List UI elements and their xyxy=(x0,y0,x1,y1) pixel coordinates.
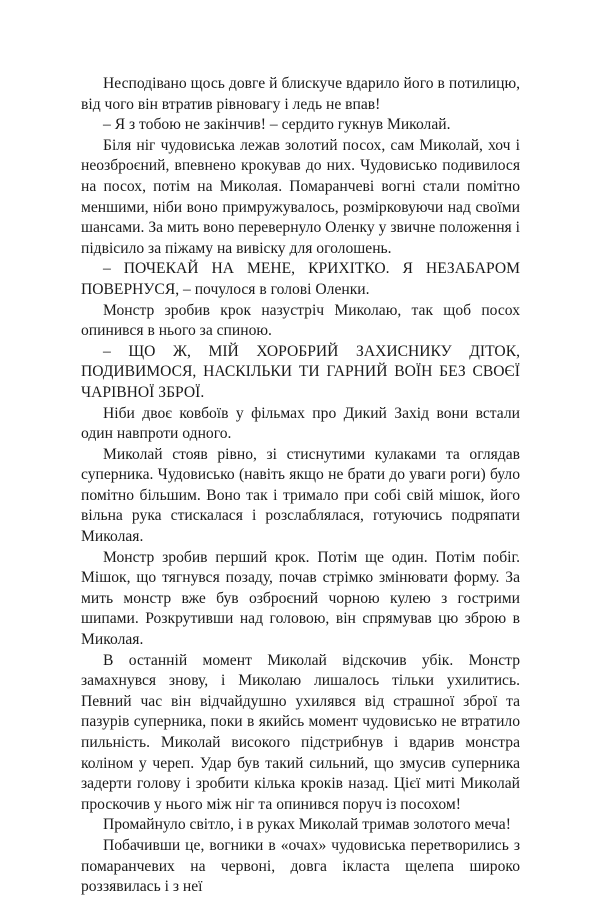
paragraph: – ЩО Ж, МІЙ ХОРОБРИЙ ЗАХИСНИКУ ДІТОК, ПОДИВИМОСЯ, НАСКІЛЬКИ ТИ ГАРНИЙ ВОЇН БЕЗ СВОЄЇ ЧАРІВНОЇ ЗБРОЇ. xyxy=(81,342,520,401)
paragraph: Несподівано щось довге й блискуче вдарило його в потилицю, від чого він втратив рівновагу і ледь не впав! xyxy=(81,75,520,113)
paragraph: Ніби двоє ковбоїв у фільмах про Дикий Захід вони встали один навпроти одного. xyxy=(81,404,520,443)
paragraph: – ПОЧЕКАЙ НА МЕНЕ, КРИХІТКО. Я НЕЗАБАРОМ ПОВЕРНУСЯ, – почулося в голові Оленки. xyxy=(81,260,520,298)
paragraph: В останній момент Миколай відскочив убік. Монстр замахнувся знову, і Миколаю лишалось тільки ухилитись. Певний час він відчайдушно ухилявся від страшної зброї та пазурів суперника, поки в якийсь момент чудовисько не втратило пильність. Миколай високого підстрибнув і вдарив монстра коліном у череп. Удар був такий сильний, що змусив суперника задерти голову і зробити кілька кроків назад. Цієї миті Миколай проскочив у нього між ніг та опинився поруч із посохом! xyxy=(81,651,520,813)
paragraph: Біля ніг чудовиська лежав золотий посох, сам Миколай, хоч і неозброєний, впевнено крокував до них. Чудовисько подивилося на посох, потім на Миколая. Помаранчеві вогні стали помітно меншими, ніби воно примружувалось, розмірковуючи над своїми шансами. За мить воно перевернуло Оленку у звичне положення і підвісило за піжаму на вивіску для оголошень. xyxy=(81,136,520,257)
paragraph: Монстр зробив перший крок. Потім ще один. Потім побіг. Мішок, що тягнувся позаду, почав стрімко змінювати форму. За мить монстр вже був озброєний чорною кулею з гострими шипами. Розкрутивши над головою, він спрямував цю зброю в Миколая. xyxy=(81,548,520,649)
paragraph: Промайнуло світло, і в руках Миколай тримав золотого меча! xyxy=(103,816,511,834)
paragraph: Миколай стояв рівно, зі стиснутими кулаками та оглядав суперника. Чудовисько (навіть якщо не брати до уваги роги) було помітно більшим. Воно так і тримало при собі свій мішок, його вільна рука стискалася і розслаблялася, готуючись подряпати Миколая. xyxy=(81,445,520,546)
paragraph: Монстр зробив крок назустріч Миколаю, так щоб посох опинився в нього за спиною. xyxy=(81,301,520,340)
paragraph: – Я з тобою не закінчив! – сердито гукнув Миколай. xyxy=(103,116,451,134)
paragraph: Побачивши це, вогники в «очах» чудовиська перетворились з помаранчевих на червоні, довга ікласта щелепа широко роззявилась і з неї xyxy=(81,836,520,896)
page-body-text xyxy=(81,74,520,898)
